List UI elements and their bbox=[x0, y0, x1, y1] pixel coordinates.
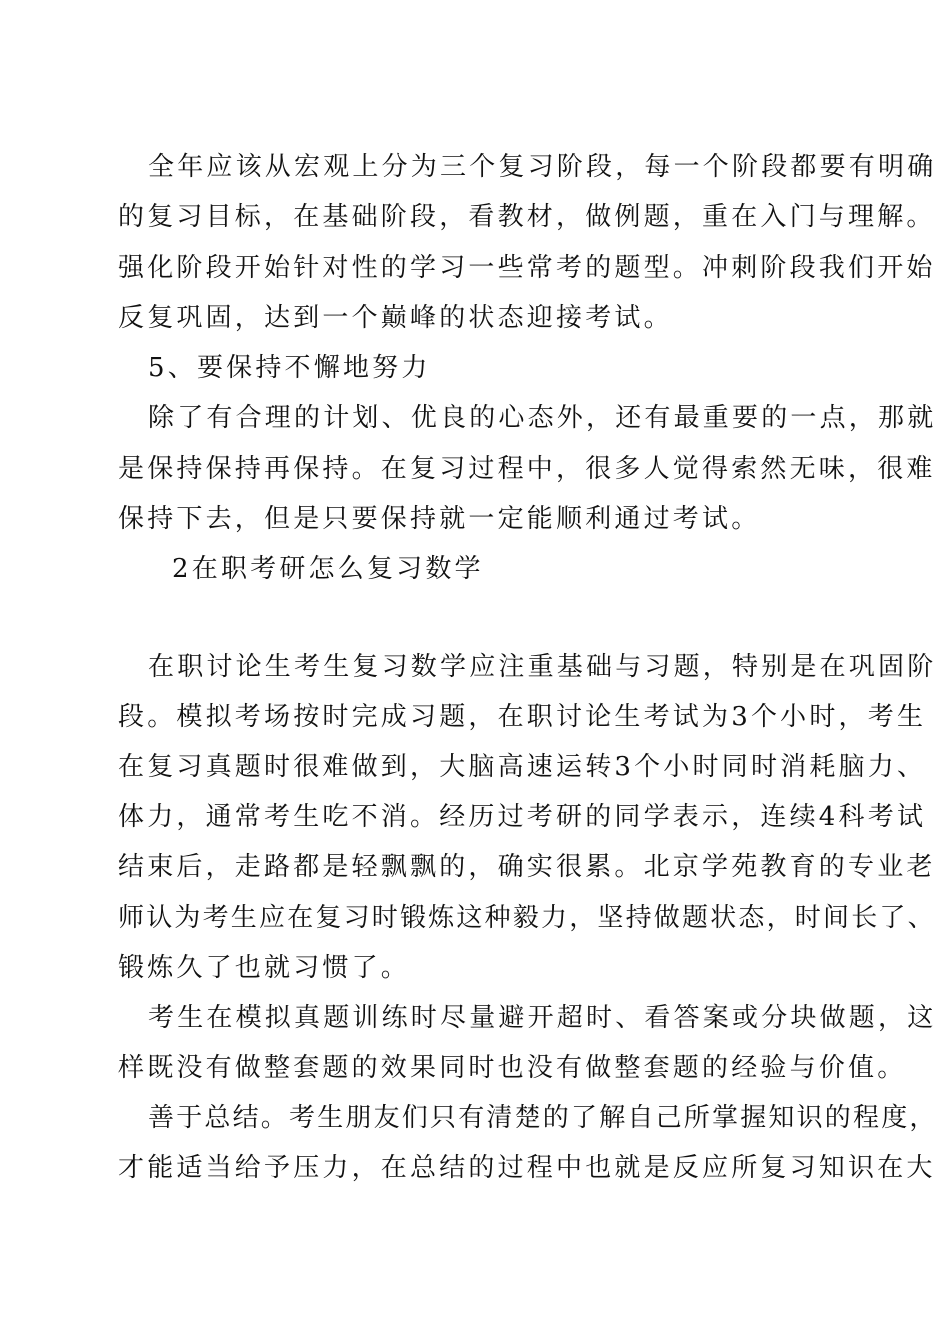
text-line: 结束后，走路都是轻飘飘的，确实很累。北京学苑教育的专业老 bbox=[118, 852, 936, 882]
text-line: 样既没有做整套题的效果同时也没有做整套题的经验与价值。 bbox=[118, 1053, 907, 1083]
text-line: 段。模拟考场按时完成习题，在职讨论生考试为3个小时，考生 bbox=[118, 702, 927, 732]
text-line: 除了有合理的计划、优良的心态外，还有最重要的一点，那就 bbox=[148, 403, 937, 433]
text-line: 在复习真题时很难做到，大脑高速运转3个小时同时消耗脑力、 bbox=[118, 752, 927, 782]
text-line: 全年应该从宏观上分为三个复习阶段，每一个阶段都要有明确 bbox=[148, 152, 937, 182]
section-heading: 5、要保持不懈地努力 bbox=[148, 353, 431, 383]
text-line: 才能适当给予压力，在总结的过程中也就是反应所复习知识在大 bbox=[118, 1153, 936, 1183]
text-line: 锻炼久了也就习惯了。 bbox=[118, 953, 411, 983]
text-line: 考生在模拟真题训练时尽量避开超时、看答案或分块做题，这 bbox=[148, 1003, 937, 1033]
text-line: 是保持保持再保持。在复习过程中，很多人觉得索然无味，很难 bbox=[118, 454, 936, 484]
text-line: 的复习目标，在基础阶段，看教材，做例题，重在入门与理解。 bbox=[118, 202, 936, 232]
section-title: 2在职考研怎么复习数学 bbox=[172, 554, 484, 584]
text-line: 在职讨论生考生复习数学应注重基础与习题，特别是在巩固阶 bbox=[148, 652, 937, 682]
text-line: 反复巩固，达到一个巅峰的状态迎接考试。 bbox=[118, 303, 673, 333]
text-line: 善于总结。考生朋友们只有清楚的了解自己所掌握知识的程度， bbox=[148, 1103, 938, 1133]
text-line: 强化阶段开始针对性的学习一些常考的题型。冲刺阶段我们开始 bbox=[118, 253, 936, 283]
text-line: 体力，通常考生吃不消。经历过考研的同学表示，连续4科考试 bbox=[118, 802, 927, 832]
text-line: 师认为考生应在复习时锻炼这种毅力，坚持做题状态，时间长了、 bbox=[118, 903, 936, 933]
text-line: 保持下去，但是只要保持就一定能顺利通过考试。 bbox=[118, 504, 761, 534]
